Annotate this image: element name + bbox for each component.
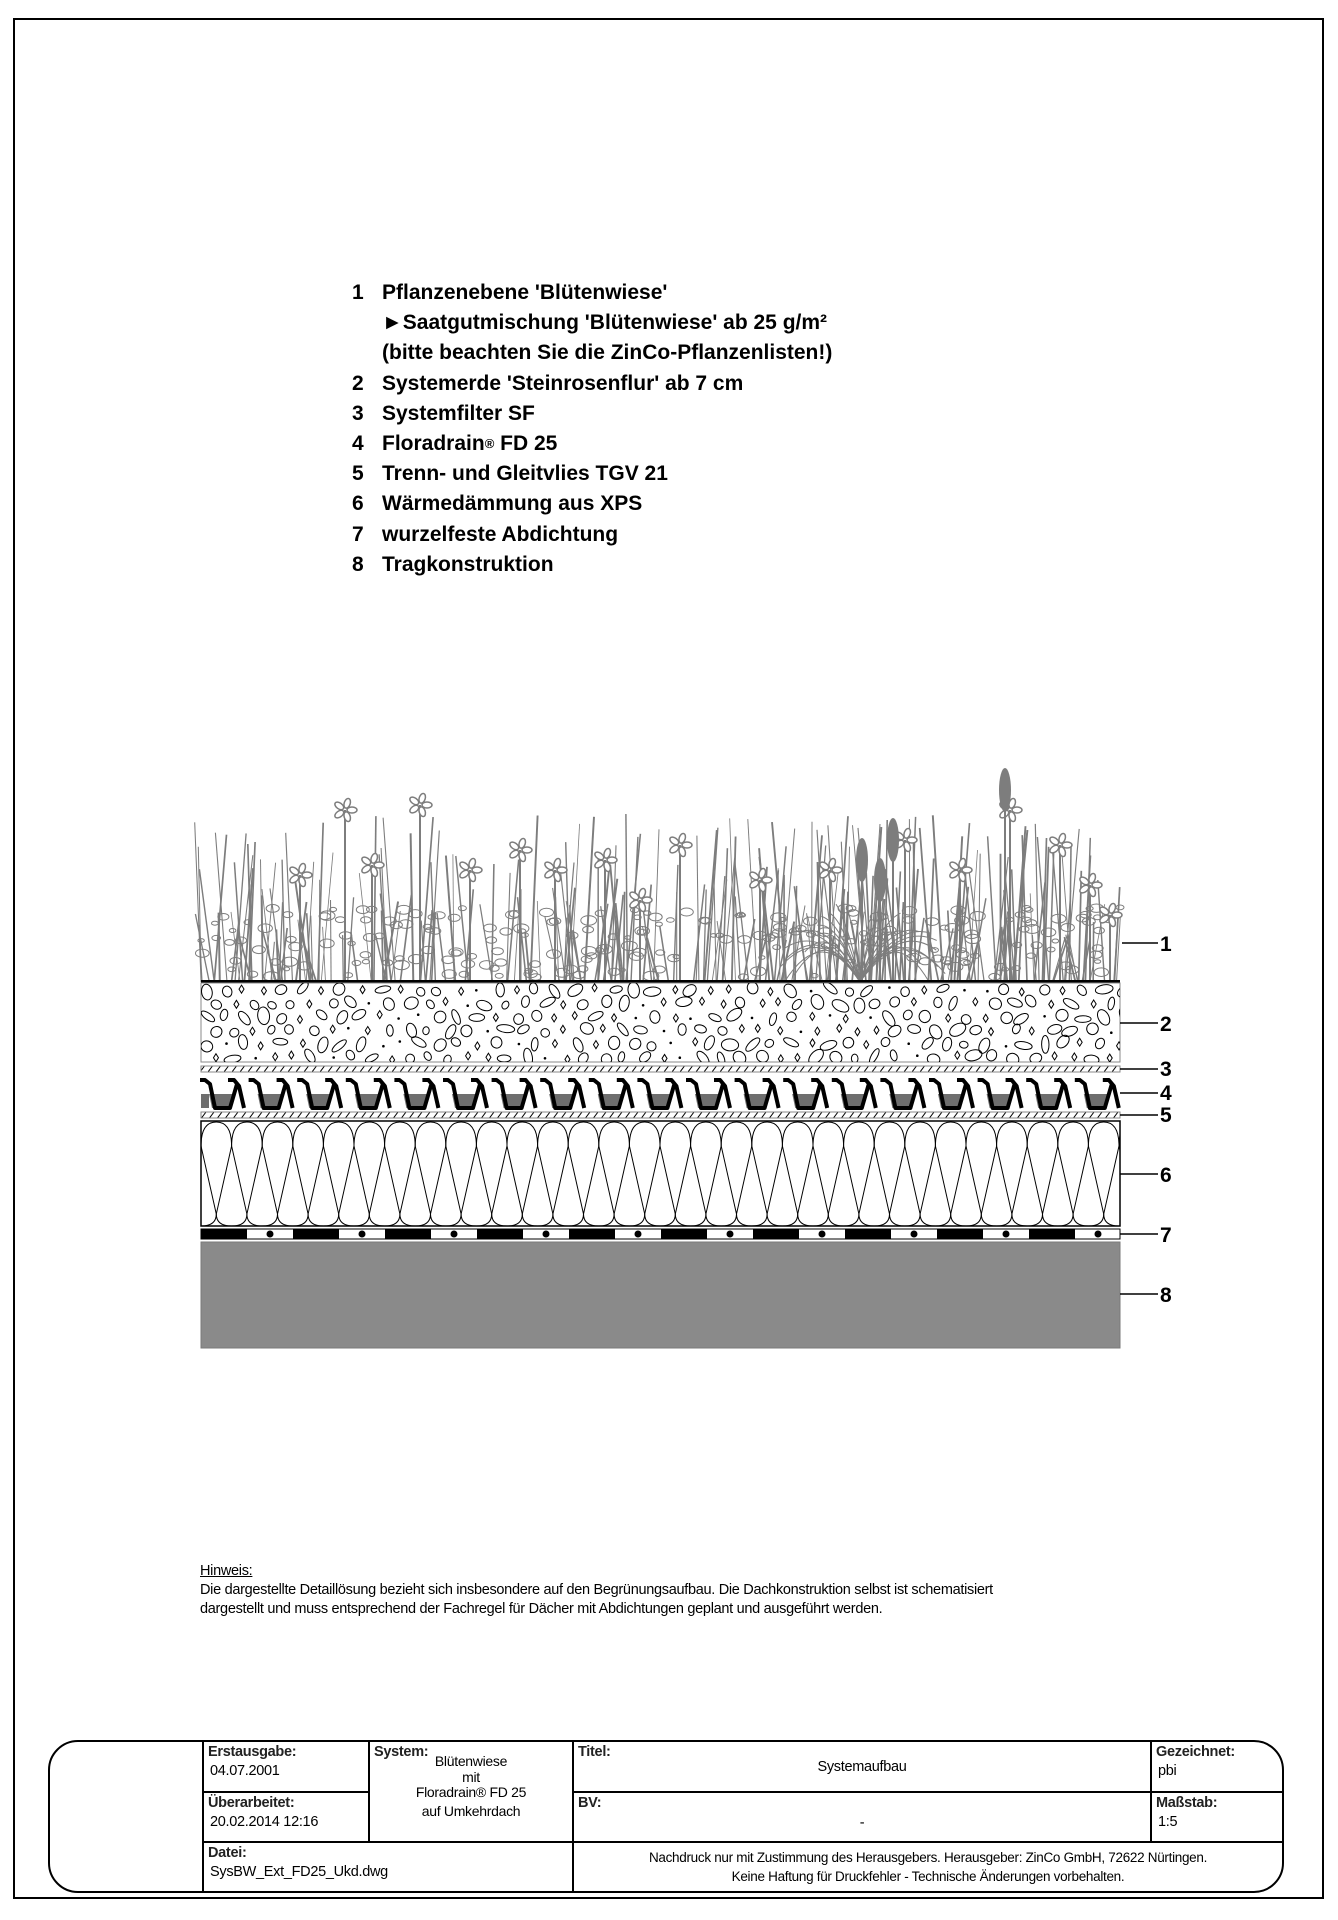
gezeichnet-value: pbi bbox=[1158, 1763, 1177, 1779]
foliage-leaf bbox=[399, 920, 413, 929]
system-line: mit bbox=[462, 1769, 480, 1785]
foliage-leaf bbox=[270, 959, 281, 965]
foliage-leaf bbox=[408, 955, 423, 964]
note-line: Die dargestellte Detaillösung bezieht sich insbesondere auf den Begrünungsaufbau. Die Dachkonstruktion selbst ist schematisiert bbox=[200, 1582, 993, 1598]
stone bbox=[225, 1042, 228, 1045]
grass-blade bbox=[654, 829, 660, 982]
grass-blade bbox=[318, 823, 323, 982]
grass-blade bbox=[885, 820, 887, 982]
stone bbox=[1005, 1045, 1008, 1048]
grass-blade bbox=[437, 913, 446, 982]
foliage-leaf bbox=[467, 954, 476, 960]
stone bbox=[466, 1004, 469, 1007]
foliage-leaf bbox=[252, 946, 265, 954]
grass-blade bbox=[530, 816, 537, 983]
grass-blade bbox=[1098, 880, 1105, 982]
legend-text: Floradrain bbox=[382, 432, 485, 456]
membrane-segment bbox=[569, 1229, 615, 1239]
bv-label: BV: bbox=[578, 1795, 602, 1811]
stone bbox=[679, 1056, 682, 1059]
titel-cell bbox=[574, 1742, 1150, 1791]
titel-value: Systemaufbau bbox=[817, 1759, 907, 1775]
membrane-dot bbox=[451, 1231, 458, 1238]
stone bbox=[635, 1017, 638, 1020]
grass-blade bbox=[933, 815, 943, 982]
layer-label-8: 8 bbox=[1160, 1284, 1172, 1307]
stone bbox=[544, 1057, 547, 1060]
drainage-element-layer bbox=[200, 1080, 1119, 1108]
stone bbox=[1122, 994, 1141, 1011]
legend-number: 8 bbox=[352, 552, 364, 576]
stone bbox=[751, 1017, 754, 1020]
note-block bbox=[200, 1562, 993, 1619]
erstausgabe-value: 04.07.2001 bbox=[210, 1763, 280, 1779]
stone bbox=[397, 1017, 400, 1020]
foliage-leaf bbox=[229, 929, 236, 933]
foliage-leaf bbox=[530, 974, 541, 981]
foliage-leaf bbox=[667, 918, 675, 923]
flower-petal bbox=[1048, 844, 1060, 855]
insulation-curve bbox=[1119, 1146, 1150, 1226]
membrane-segment bbox=[201, 1229, 247, 1239]
foliage-leaf bbox=[495, 973, 503, 978]
ueberarbeitet-label: Überarbeitet: bbox=[208, 1795, 295, 1811]
legend-number: 1 bbox=[352, 281, 364, 304]
layer-label-2: 2 bbox=[1160, 1013, 1172, 1036]
foliage-leaf bbox=[352, 960, 361, 965]
grass-blade bbox=[508, 860, 519, 982]
grass-blade bbox=[707, 828, 718, 982]
membrane-segment bbox=[293, 1229, 339, 1239]
grass-blade bbox=[351, 932, 358, 982]
vegetation-layer bbox=[195, 768, 1124, 982]
grass-blade bbox=[411, 833, 414, 982]
stone bbox=[642, 1004, 645, 1007]
foliage-leaf bbox=[1116, 905, 1124, 910]
stone bbox=[689, 1017, 692, 1020]
grass-blade bbox=[584, 817, 594, 982]
foliage-leaf bbox=[458, 906, 466, 911]
foliage-leaf bbox=[655, 922, 662, 926]
stone bbox=[368, 1002, 371, 1005]
stone bbox=[254, 1057, 257, 1060]
membrane-segment bbox=[661, 1229, 707, 1239]
footer-line: Keine Haftung für Druckfehler - Technische Änderungen vorbehalten. bbox=[731, 1869, 1125, 1884]
layer-label-4: 4 bbox=[1160, 1082, 1172, 1105]
membrane-segment bbox=[1029, 1229, 1075, 1239]
stone bbox=[963, 989, 966, 992]
membrane-dot bbox=[727, 1231, 734, 1238]
layer-label-5: 5 bbox=[1160, 1104, 1172, 1127]
seed-head bbox=[999, 768, 1011, 812]
stone bbox=[663, 1030, 666, 1033]
foliage-leaf bbox=[637, 929, 646, 934]
foliage-leaf bbox=[225, 940, 235, 946]
legend-text: Trenn- und Gleitvlies TGV 21 bbox=[382, 462, 668, 486]
flower-petal bbox=[508, 849, 520, 860]
flower-petal bbox=[360, 864, 372, 875]
foliage-leaf bbox=[461, 960, 474, 968]
bv-value: - bbox=[859, 1815, 865, 1831]
system-line: Floradrain® FD 25 bbox=[415, 1784, 527, 1800]
erstausgabe-label: Erstausgabe: bbox=[208, 1744, 297, 1760]
gezeichnet-label: Gezeichnet: bbox=[1156, 1744, 1235, 1760]
stone bbox=[907, 1042, 910, 1045]
legend-text: ►Saatgutmischung 'Blütenwiese' ab 25 g/m² bbox=[382, 311, 828, 335]
stone bbox=[347, 1027, 350, 1030]
grass-blade bbox=[343, 935, 344, 982]
foliage-leaf bbox=[1095, 960, 1101, 964]
foliage-leaf bbox=[1052, 939, 1059, 943]
datei-value: SysBW_Ext_FD25_Ukd.dwg bbox=[210, 1864, 388, 1880]
stone bbox=[916, 1054, 919, 1057]
foliage-leaf bbox=[320, 939, 335, 948]
legend-text: Wärmedämmung aus XPS bbox=[382, 492, 643, 516]
grass-blade bbox=[926, 920, 939, 982]
membrane-dot bbox=[819, 1231, 826, 1238]
foliage-leaf bbox=[500, 928, 512, 935]
foliage-leaf bbox=[425, 928, 433, 933]
erstausgabe-cell bbox=[204, 1742, 368, 1791]
massstab-value: 1:5 bbox=[1158, 1814, 1178, 1830]
grass-blade bbox=[626, 814, 628, 982]
flower-petal bbox=[948, 869, 960, 880]
grass-blade bbox=[331, 900, 332, 982]
foliage-leaf bbox=[212, 921, 219, 925]
legend-number: 5 bbox=[352, 462, 364, 486]
stone bbox=[888, 986, 891, 989]
system-label: System: bbox=[374, 1744, 429, 1760]
titel-label: Titel: bbox=[578, 1744, 611, 1760]
stone bbox=[869, 1016, 872, 1019]
separation-fleece-layer bbox=[201, 1112, 1120, 1118]
stone bbox=[1043, 1015, 1046, 1018]
stone bbox=[518, 1043, 521, 1046]
foliage-leaf bbox=[230, 958, 241, 965]
title-block bbox=[48, 1740, 1284, 1893]
layer-label-6: 6 bbox=[1160, 1164, 1172, 1187]
grass-blade bbox=[374, 816, 376, 982]
grass-blade bbox=[674, 865, 678, 982]
system-cell bbox=[370, 1742, 572, 1841]
foliage-leaf bbox=[940, 925, 948, 930]
grass-blade bbox=[195, 822, 201, 982]
grass-blade bbox=[978, 854, 980, 982]
membrane-dot bbox=[1095, 1231, 1102, 1238]
registered-mark: ® bbox=[484, 436, 495, 452]
flower-petal bbox=[748, 879, 760, 890]
foliage-leaf bbox=[258, 924, 272, 933]
membrane-segment bbox=[937, 1229, 983, 1239]
ueberarbeitet-value: 20.02.2014 12:16 bbox=[210, 1814, 319, 1830]
stone bbox=[986, 990, 989, 993]
legend-number: 2 bbox=[352, 371, 364, 395]
flower-petal bbox=[408, 804, 420, 815]
foliage-leaf bbox=[335, 917, 345, 923]
grass-blade bbox=[748, 819, 757, 982]
leader-lines bbox=[1120, 943, 1158, 1294]
grass-blade bbox=[262, 895, 263, 982]
gezeichnet-cell bbox=[1152, 1742, 1282, 1791]
system-line: auf Umkehrdach bbox=[421, 1803, 521, 1819]
legend-text: Systemerde 'Steinrosenflur' ab 7 cm bbox=[382, 371, 744, 395]
stone bbox=[829, 1014, 832, 1017]
stone bbox=[810, 990, 813, 993]
legend-text: Pflanzenebene 'Blütenwiese' bbox=[382, 281, 668, 304]
footer-line: Nachdruck nur mit Zustimmung des Herausgebers. Herausgeber: ZinCo GmbH, 72622 Nürtingen. bbox=[648, 1850, 1208, 1865]
layer-label-3: 3 bbox=[1160, 1058, 1172, 1081]
foliage-leaf bbox=[680, 908, 693, 916]
foliage-leaf bbox=[540, 908, 554, 916]
stone bbox=[1123, 1050, 1141, 1061]
drainage-water bbox=[201, 1094, 209, 1108]
grass-blade bbox=[359, 873, 371, 982]
legend-number: 3 bbox=[352, 401, 364, 425]
foliage-leaf bbox=[492, 948, 504, 955]
legend-text: Tragkonstruktion bbox=[382, 552, 554, 576]
seed-head bbox=[856, 838, 868, 882]
flower-petal bbox=[668, 844, 680, 855]
stone bbox=[475, 989, 478, 992]
layer-label-1: 1 bbox=[1160, 933, 1172, 956]
flower-petal bbox=[593, 859, 605, 870]
stone bbox=[399, 1040, 402, 1043]
seed-head bbox=[874, 858, 886, 902]
membrane-dot bbox=[1003, 1231, 1010, 1238]
legend-text: wurzelfeste Abdichtung bbox=[382, 522, 619, 546]
layer-label-7: 7 bbox=[1160, 1224, 1172, 1247]
foliage-leaf bbox=[360, 952, 371, 958]
massstab-cell bbox=[1152, 1793, 1282, 1841]
insulation-layer bbox=[170, 1121, 1180, 1226]
foliage-leaf bbox=[361, 917, 371, 923]
waterproofing-layer bbox=[201, 1229, 1120, 1239]
foliage-leaf bbox=[581, 947, 596, 956]
structure-layer bbox=[201, 1242, 1120, 1348]
stone bbox=[800, 1031, 803, 1034]
note-heading: Hinweis: bbox=[200, 1563, 253, 1579]
membrane-segment bbox=[845, 1229, 891, 1239]
datei-cell bbox=[204, 1843, 572, 1891]
membrane-dot bbox=[267, 1231, 274, 1238]
membrane-dot bbox=[635, 1231, 642, 1238]
flower-petal bbox=[818, 869, 830, 880]
membrane-segment bbox=[385, 1229, 431, 1239]
substrate-layer bbox=[200, 980, 1142, 1068]
legend-text: (bitte beachten Sie die ZinCo-Pflanzenlisten!) bbox=[382, 341, 833, 365]
note-line: dargestellt und muss entsprechend der Fachregel für Dächer mit Abdichtungen geplant und ausgeführt werden. bbox=[200, 1601, 883, 1617]
legend-text: FD 25 bbox=[494, 432, 558, 456]
foliage-leaf bbox=[362, 960, 369, 964]
insulation-curve bbox=[170, 1146, 201, 1226]
flower-petal bbox=[458, 869, 470, 880]
foliage-leaf bbox=[483, 924, 496, 932]
membrane-dot bbox=[543, 1231, 550, 1238]
massstab-label: Maßstab: bbox=[1156, 1795, 1218, 1811]
legend-number: 7 bbox=[352, 522, 364, 546]
membrane-dot bbox=[359, 1231, 366, 1238]
foliage-leaf bbox=[228, 967, 236, 972]
flower-petal bbox=[288, 874, 300, 885]
stone bbox=[669, 1042, 672, 1045]
stone bbox=[382, 1045, 385, 1048]
bv-cell bbox=[574, 1793, 1150, 1841]
grass-blade bbox=[928, 859, 933, 983]
legend-number: 4 bbox=[352, 432, 364, 456]
stone bbox=[332, 1056, 335, 1059]
flower-petal bbox=[543, 869, 555, 880]
stone bbox=[486, 1030, 489, 1033]
system-line: Blütenwiese bbox=[434, 1753, 508, 1769]
legend-text: Systemfilter SF bbox=[382, 401, 535, 425]
grass-blade bbox=[988, 836, 997, 982]
membrane-segment bbox=[753, 1229, 799, 1239]
legend-number: 6 bbox=[352, 492, 364, 516]
foliage-leaf bbox=[486, 937, 497, 943]
foliage-leaf bbox=[1094, 968, 1108, 977]
seed-head bbox=[887, 818, 899, 862]
datei-label: Datei: bbox=[208, 1845, 247, 1861]
membrane-dot bbox=[911, 1231, 918, 1238]
foliage-leaf bbox=[283, 912, 293, 918]
system-filter-layer bbox=[201, 1066, 1120, 1072]
publisher-footer bbox=[574, 1843, 1282, 1891]
ueberarbeitet-cell bbox=[204, 1793, 368, 1841]
foliage-leaf bbox=[495, 959, 507, 966]
stone bbox=[1110, 1031, 1113, 1034]
flower-petal bbox=[333, 809, 345, 820]
stone bbox=[1127, 1026, 1139, 1038]
grass-blade bbox=[286, 833, 293, 982]
stone bbox=[417, 1013, 420, 1016]
foliage-leaf bbox=[719, 935, 732, 943]
membrane-segment bbox=[477, 1229, 523, 1239]
